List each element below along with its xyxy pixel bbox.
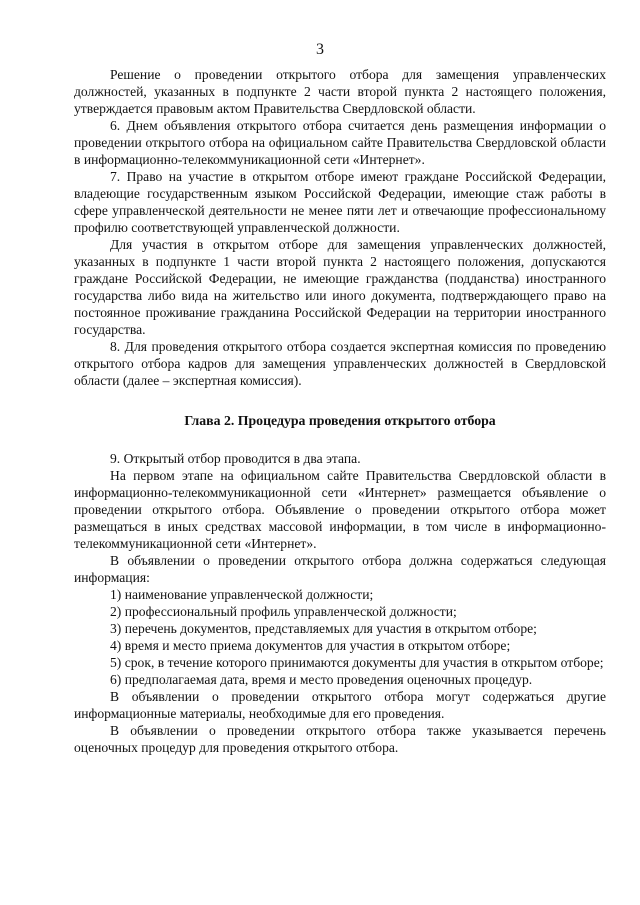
paragraph-participation: Для участия в открытом отборе для замещения управленческих должностей, указанных в подпункте 1 части второй пункта 2 настоящего положения, допускаются граждане Российской Федерации, не имеющие гражданства (подданства) иностранного государства либо вида на жительство или иного документа, подтверждающего право на постоянное проживание гражданина Российской Федерации на территории иностранного государства. [74, 237, 606, 337]
paragraph-item-9: 9. Открытый отбор проводится в два этапа. [110, 451, 361, 466]
paragraph-first-stage: На первом этапе на официальном сайте Правительства Свердловской области в информационно-телекоммуникационной сети «Интернет» размещается объявление о проведении открытого отбора. Объявление о проведении открытого отбора может размещаться в иных средствах массовой информации, в том числе в информационно-телекоммуникационной сети «Интернет». [74, 468, 606, 551]
list-item: 5) срок, в течение которого принимаются документы для участия в открытом отборе; [110, 655, 604, 670]
document-body [74, 66, 606, 756]
paragraph-other-materials: В объявлении о проведении открытого отбора могут содержаться другие информационные материалы, необходимые для его проведения. [74, 689, 606, 721]
list-item: 2) профессиональный профиль управленческой должности; [110, 604, 457, 619]
list-item: 1) наименование управленческой должности; [110, 587, 374, 602]
paragraph-announcement-info: В объявлении о проведении открытого отбора должна содержаться следующая информация: [74, 553, 606, 585]
paragraph-item-6: 6. Днем объявления открытого отбора считается день размещения информации о проведении открытого отбора на официальном сайте Правительства Свердловской области в информационно-телекоммуникационной сети «Интернет». [74, 118, 606, 167]
chapter-heading: Глава 2. Процедура проведения открытого отбора [184, 413, 496, 428]
list-item: 4) время и место приема документов для участия в открытом отборе; [110, 638, 511, 653]
paragraph-assessment-list: В объявлении о проведении открытого отбора также указывается перечень оценочных процедур для проведения открытого отбора. [74, 723, 606, 755]
list-item: 3) перечень документов, представляемых для участия в открытом отборе; [110, 621, 537, 636]
page-number: 3 [316, 41, 324, 58]
paragraph-item-7: 7. Право на участие в открытом отборе имеют граждане Российской Федерации, владеющие государственным языком Российской Федерации, имеющие стаж работы в сфере управленческой деятельности не менее пяти лет и отвечающие профессиональному профилю соответствующей управленческой должности. [74, 169, 606, 235]
paragraph-item-8: 8. Для проведения открытого отбора создается экспертная комиссия по проведению открытого отбора кадров для замещения управленческих должностей в Свердловской области (далее – экспертная комиссия). [74, 339, 606, 388]
list-item: 6) предполагаемая дата, время и место проведения оценочных процедур. [110, 672, 533, 687]
paragraph-decision: Решение о проведении открытого отбора для замещения управленческих должностей, указанных в подпункте 2 части второй пункта 2 настоящего положения, утверждается правовым актом Правительства Свердловской области. [74, 67, 606, 116]
